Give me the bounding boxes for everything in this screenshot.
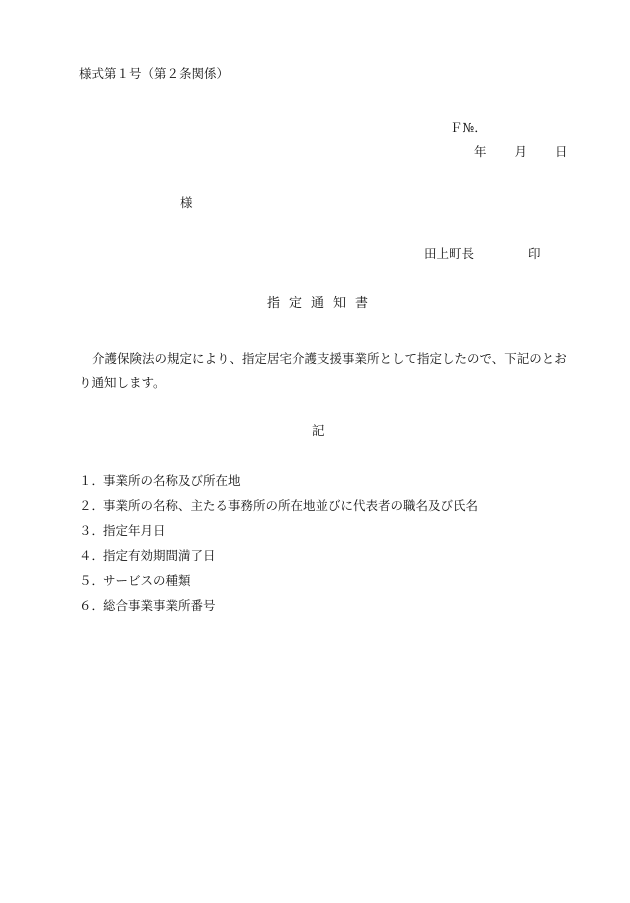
date-line xyxy=(474,146,568,159)
list-item xyxy=(79,573,478,598)
item-text: 指定年月日 xyxy=(103,523,166,538)
ki-heading: 記 xyxy=(312,423,325,438)
item-list xyxy=(79,473,478,623)
form-number: 様式第１号（第２条関係） xyxy=(79,66,230,81)
list-item xyxy=(79,523,478,548)
list-item xyxy=(79,548,478,573)
body-paragraph: 介護保険法の規定により、指定居宅介護支援事業所として指定したので、下記のとおり通知します。 xyxy=(79,351,567,390)
issuer-name: 田上町長 xyxy=(424,246,475,261)
item-number: ３． xyxy=(79,523,105,538)
addressee-honorific: 様 xyxy=(180,195,193,210)
item-number: １． xyxy=(79,473,105,488)
date-day-label: 日 xyxy=(555,144,568,159)
document-title: 指定通知書 xyxy=(267,296,378,311)
list-item xyxy=(79,598,478,623)
item-text: 総合事業事業所番号 xyxy=(103,598,216,613)
item-number: ５． xyxy=(79,573,105,588)
item-text: 指定有効期間満了日 xyxy=(103,548,216,563)
date-month-label: 月 xyxy=(514,144,528,159)
item-number: ４． xyxy=(79,548,105,563)
item-number: ６． xyxy=(79,598,105,613)
date-year-label: 年 xyxy=(474,144,487,159)
reference-number-label: Ｆ№． xyxy=(450,120,487,135)
issuer-line xyxy=(424,248,541,261)
seal-mark: 印 xyxy=(528,246,541,261)
item-text: 事業所の名称及び所在地 xyxy=(103,473,241,488)
item-text: 事業所の名称、主たる事務所の所在地並びに代表者の職名及び氏名 xyxy=(103,498,479,513)
list-item xyxy=(79,498,478,523)
item-text: サービスの種類 xyxy=(103,573,191,588)
item-number: ２． xyxy=(79,498,105,513)
list-item xyxy=(79,473,478,498)
